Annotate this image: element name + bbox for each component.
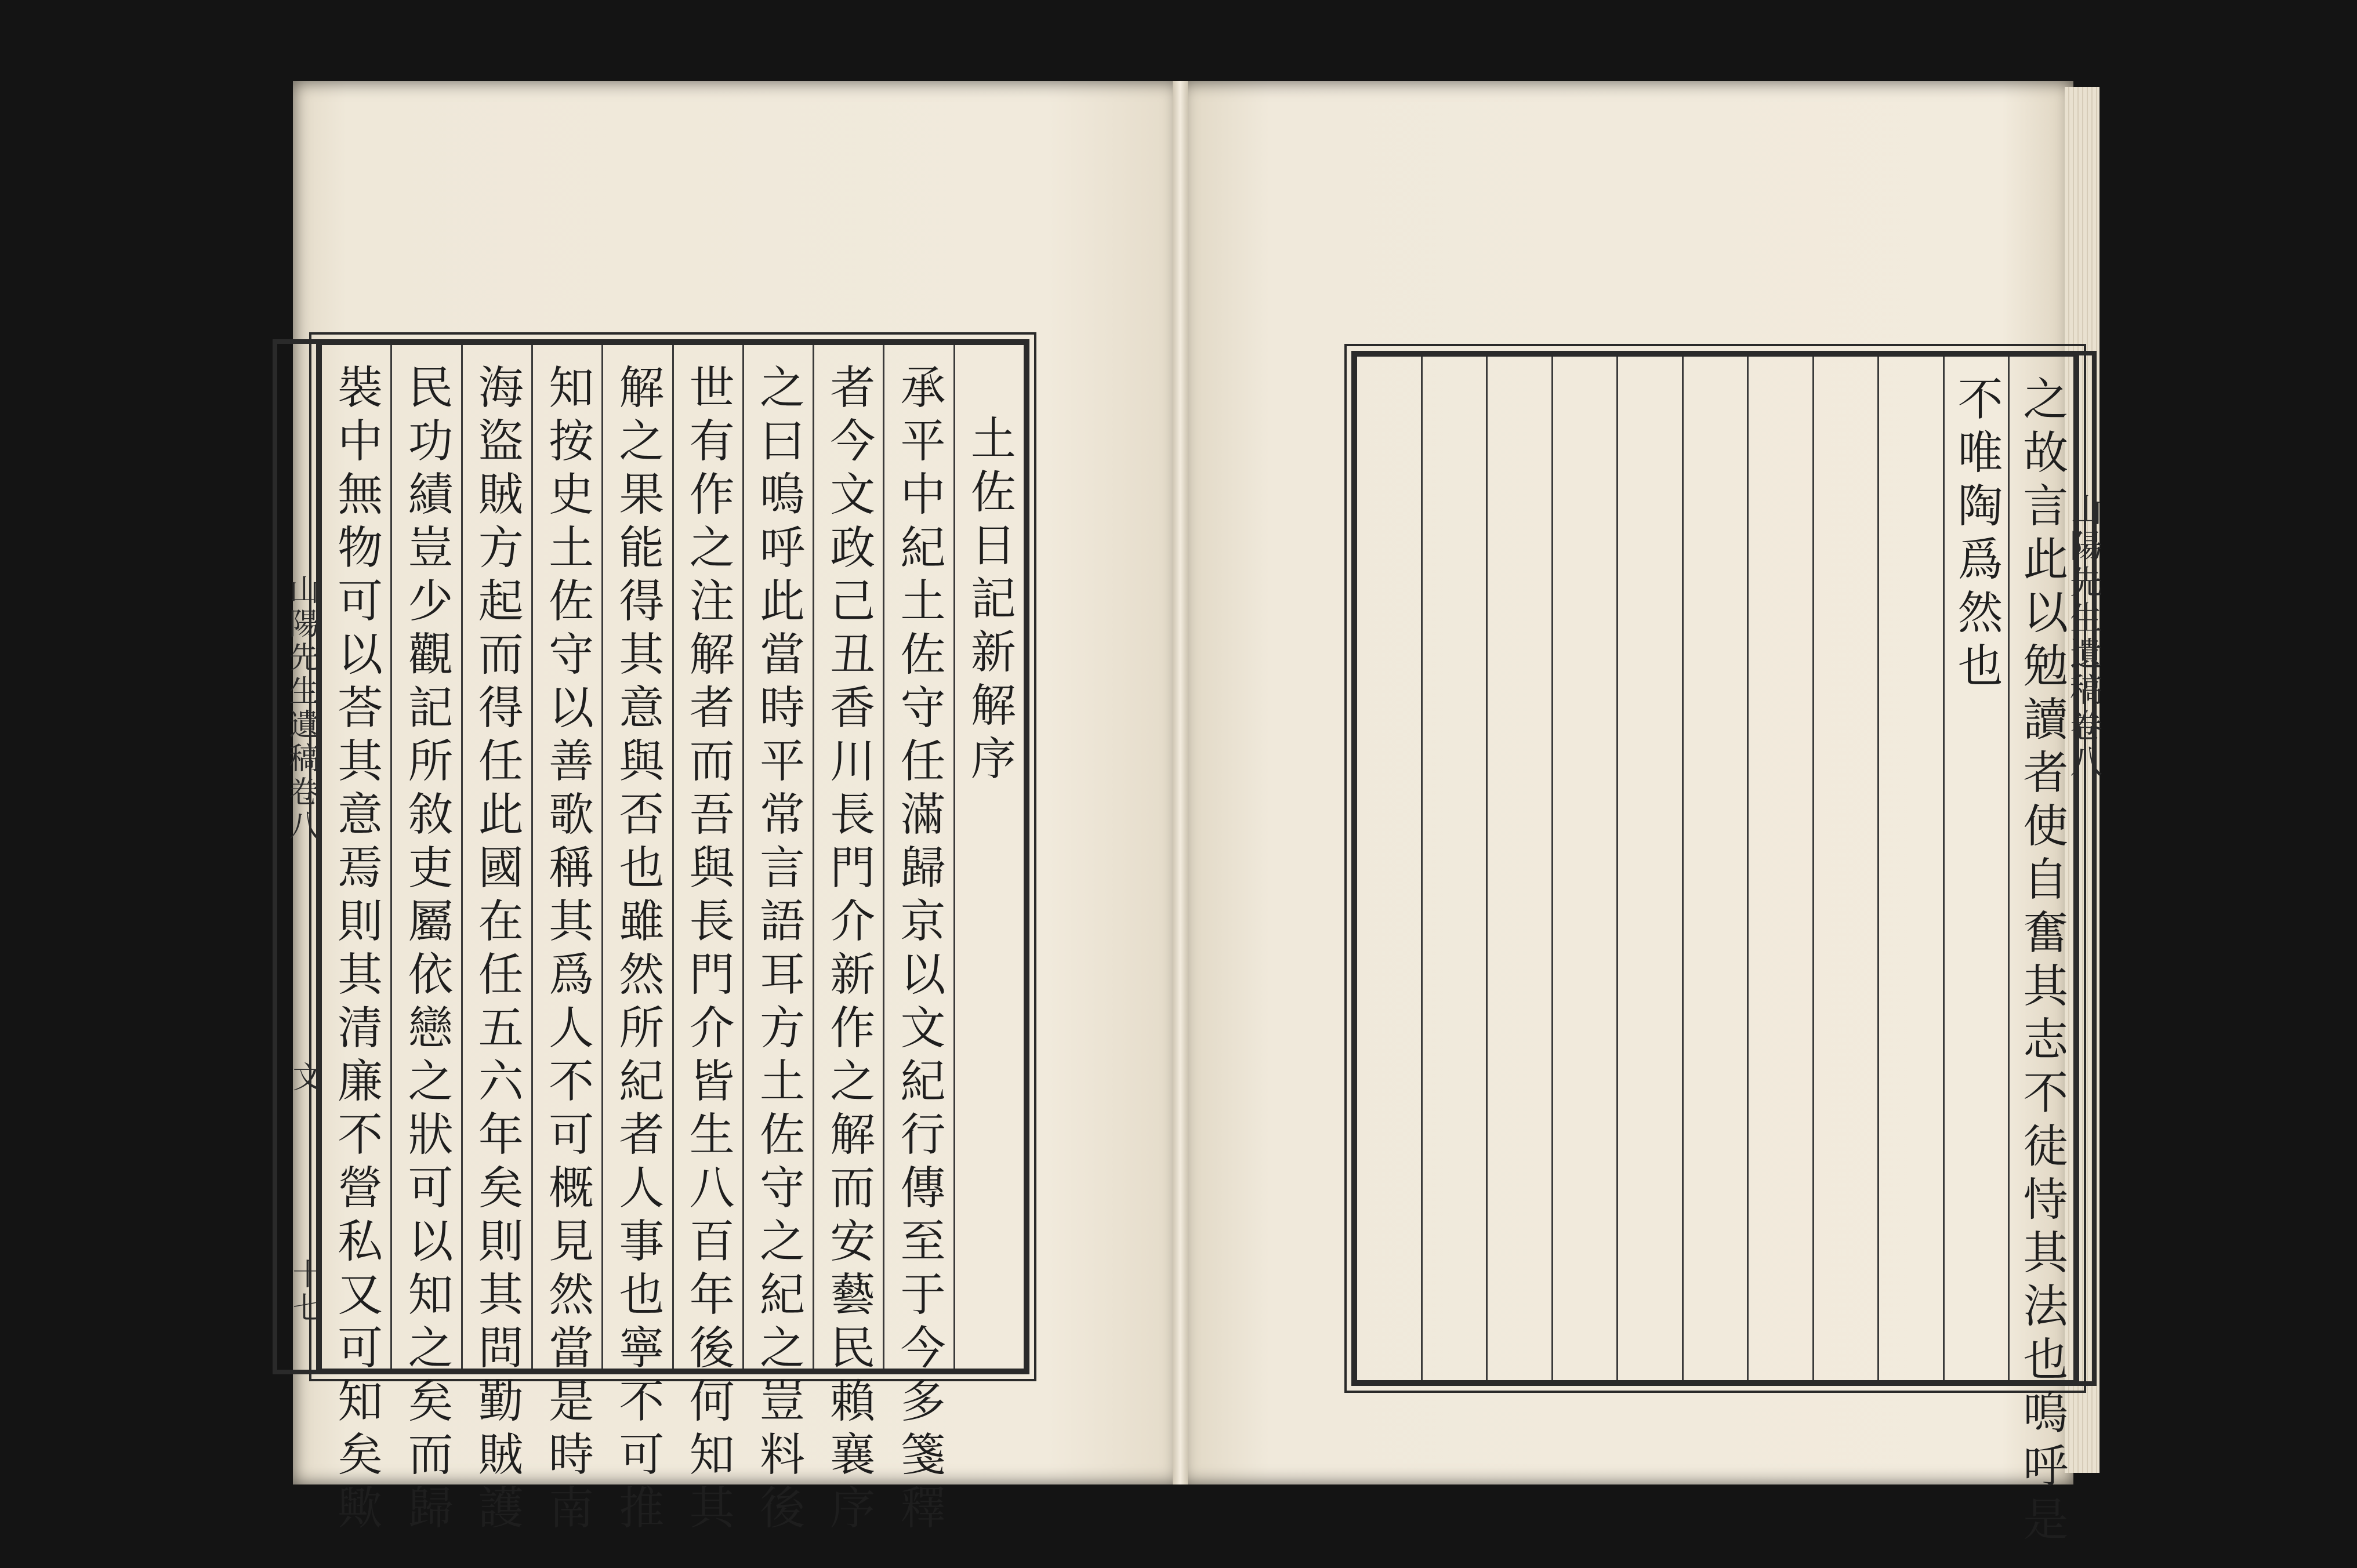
- left-column-8: [461, 345, 531, 1537]
- text-line: 之故言此以勉讀者使自奮其志不徒恃其法也嗚呼是: [2015, 375, 2068, 1549]
- right-column-9: [1486, 357, 1551, 1380]
- right-column-8: [1551, 357, 1617, 1380]
- text-line: 海盜賊方起而得任此國在任五六年矣則其問勤賊護: [470, 364, 523, 1537]
- right-fore-edge-title: 山陽先生遺稿卷八: [2065, 493, 2102, 781]
- text-line: 者今文政己丑香川長門介新作之解而安藝民賴襄序: [822, 364, 875, 1537]
- left-column-9: [390, 345, 460, 1537]
- text-line: 知按史土佐守以善歌稱其爲人不可概見然當是時南: [541, 364, 594, 1537]
- left-fore-edge-title: 山陽先生遺稿卷八: [284, 574, 318, 843]
- right-column-6: [1682, 357, 1747, 1380]
- text-line: 世有作之注解者而吾與長門介皆生八百年後何知其: [681, 364, 734, 1537]
- left-fore-edge-column: [273, 339, 316, 1374]
- right-column-11: [1357, 357, 1421, 1380]
- left-column-1: [953, 345, 1024, 1369]
- left-column-7: [531, 345, 601, 1537]
- text-line: 不唯陶爲然也: [1950, 375, 2003, 695]
- left-page-number: 十七: [287, 1258, 322, 1326]
- left-column-10: [322, 345, 390, 1537]
- right-text-frame: [1351, 351, 2079, 1549]
- left-column-4: [742, 345, 813, 1537]
- right-column-7: [1616, 357, 1682, 1380]
- right-column-4: [1812, 357, 1878, 1380]
- right-column-2: [1943, 357, 2008, 1380]
- left-column-5: [672, 345, 742, 1537]
- right-column-5: [1747, 357, 1812, 1380]
- left-fore-edge-mark: 文: [287, 1061, 322, 1095]
- right-column-3: [1877, 357, 1943, 1380]
- preface-title: 土佐日記新解序: [963, 415, 1016, 788]
- book-spine: [1173, 81, 1188, 1484]
- left-text-frame: [316, 339, 1029, 1537]
- left-column-2: [883, 345, 953, 1537]
- right-column-10: [1421, 357, 1486, 1380]
- left-column-3: [813, 345, 883, 1537]
- text-line: 解之果能得其意與否也雖然所紀者人事也寧不可推: [611, 364, 664, 1537]
- right-column-1: [2008, 357, 2073, 1549]
- left-column-6: [601, 345, 672, 1537]
- text-line: 民功績豈少觀記所敘吏屬依戀之狀可以知之矣而歸: [400, 364, 453, 1537]
- text-line: 裝中無物可以荅其意焉則其清廉不營私又可知矣歟: [330, 364, 383, 1537]
- text-line: 承平中紀土佐守任滿歸京以文紀行傳至于今多箋釋: [893, 364, 945, 1537]
- text-line: 之曰嗚呼此當時平常言語耳方土佐守之紀之豈料後: [752, 364, 804, 1537]
